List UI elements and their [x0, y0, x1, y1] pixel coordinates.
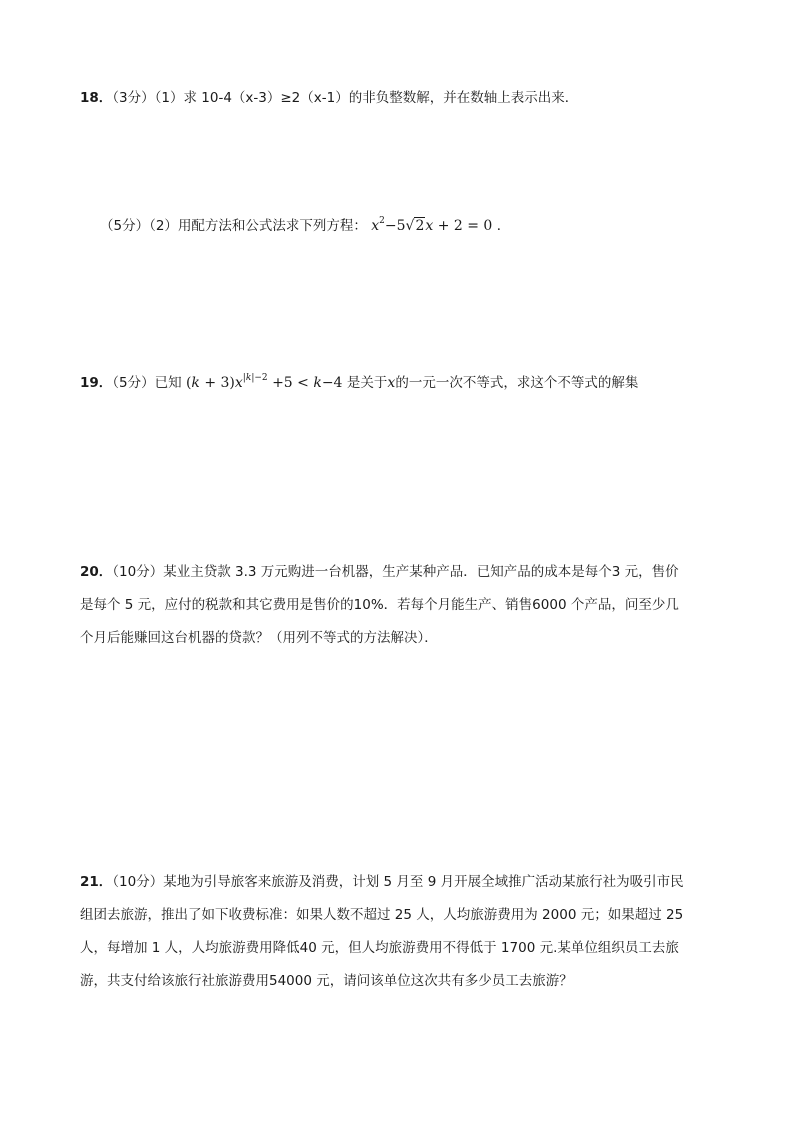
number-dot: ． — [98, 90, 113, 106]
question-text: 用配方法和公式法求下列方程： — [177, 218, 367, 234]
question-line: 是每个 5 元，应付的税款和其它费用是售价的10%．若每个月能生产、销售6000 个产品，问至少几 — [80, 597, 679, 613]
question-score: （5分） — [112, 375, 155, 391]
question-text-after: 的一元一次不等式，求这个不等式的解集 — [395, 375, 639, 391]
question-line — [80, 556, 720, 589]
equation-end: ． — [496, 218, 511, 234]
question-number: 19 — [80, 375, 99, 391]
number-dot: ． — [98, 874, 113, 890]
question-score: （10分） — [112, 874, 164, 890]
question-number: 18 — [80, 90, 99, 106]
question-score: （5分） — [100, 218, 150, 234]
question-text-middle: 是关于 — [346, 375, 388, 391]
question-number: 20 — [80, 564, 99, 580]
question-line — [80, 866, 720, 899]
question-text-line: 某地为引导旅客来旅游及消费，计划 5 月至 9 月开展全域推广活动某旅行社为吸引市民 — [163, 874, 684, 890]
question-19 — [80, 373, 638, 393]
question-number: 21 — [80, 874, 99, 890]
question-part: （2） — [149, 218, 178, 234]
question-text-line: 某业主贷款 3.3 万元购进一台机器，生产某种产品．已知产品的成本是每个3 元，售价 — [163, 564, 679, 580]
question-line: 游，共支付给该旅行社旅游费用54000 元，请问该单位这次共有多少员工去旅游？ — [80, 973, 573, 989]
number-dot: ． — [98, 375, 113, 391]
variable: x — [387, 375, 396, 391]
question-line: 个月后能赚回这台机器的贷款？（用列不等式的方法解决）． — [80, 630, 438, 646]
question-18 — [80, 88, 578, 108]
question-score: （3分） — [112, 90, 155, 106]
equation: $x^2-5√2x + 2 = 0$ — [371, 216, 493, 234]
question-line: 人，每增加 1 人，人均旅游费用降低40 元，但人均旅游费用不得低于 1700 元.某单位组织员工去旅 — [80, 940, 679, 956]
question-20 — [80, 556, 720, 655]
question-18-part-2 — [100, 216, 510, 236]
question-part: （1） — [154, 90, 184, 106]
question-line: 组团去旅游，推出了如下收费标准：如果人数不超过 25 人，人均旅游费用为 2000 元；如果超过 25 — [80, 907, 684, 923]
number-dot: ． — [98, 564, 113, 580]
question-score: （10分） — [112, 564, 164, 580]
question-text: 求 10-4（x-3）≥2（x-1）的非负整数解，并在数轴上表示出来． — [183, 90, 579, 106]
inequality-expression: $(k + 3)x^{|k|-2} +5 < k-4$ — [185, 373, 343, 391]
question-21 — [80, 866, 720, 998]
question-text-before: 已知 — [154, 375, 182, 391]
